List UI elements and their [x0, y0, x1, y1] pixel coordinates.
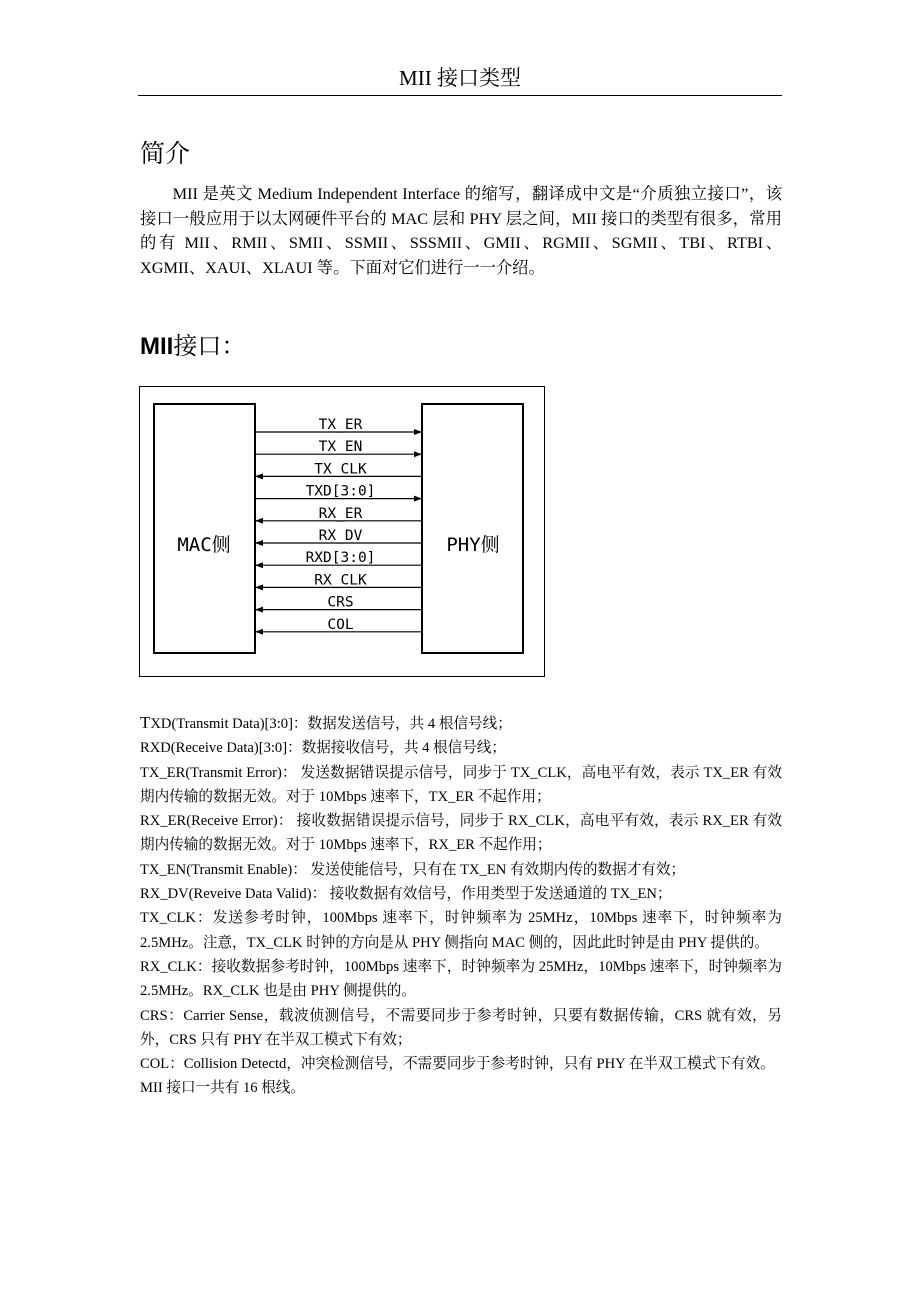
definition-txd-text: XD(Transmit Data)[3:0]：数据发送信号，共 4 根信号线； — [150, 716, 512, 732]
signal-label-rx-er: RX_ER — [318, 505, 363, 522]
signal-label-crs: CRS — [327, 594, 354, 611]
mii-section-heading — [140, 332, 245, 362]
signal-label-rx-dv: RX_DV — [318, 528, 363, 544]
definition-tx-clk: TX_CLK：发送参考时钟，100Mbps 速率下，时钟频率为 25MHz，10Mbps 速率下，时钟频率为 2.5MHz。注意，TX_CLK 时钟的方向是从 PHY 侧指向 MAC 侧的，因此此时钟是由 PHY 提供的。 — [140, 910, 782, 951]
definition-rxd: RXD(Receive Data)[3:0]：数据接收信号，共 4 根信号线； — [140, 740, 506, 757]
definition-rx-er: RX_ER(Receive Error)： 接收数据错误提示信号，同步于 RX_CLK，高电平有效，表示 RX_ER 有效期内传输的数据无效。对于 10Mbps 速率下，RX_ER 不起作用； — [140, 813, 782, 854]
signal-label-txd-3-0: TXD[3:0] — [305, 483, 376, 500]
diagram-canvas — [140, 387, 544, 676]
signal-label-rx-clk: RX_CLK — [314, 572, 367, 589]
definition-rx-dv: RX_DV(Reveive Data Valid)： 接收数据有效信号，作用类型于发送通道的 TX_EN； — [140, 886, 672, 903]
intro-paragraph: MII 是英文 Medium Independent Interface 的缩写，翻译成中文是“介质独立接口”，该接口一般应用于以太网硬件平台的 MAC 层和 PHY 层之间，MII 接口的类型有很多，常用的有 MII、RMII、SMII、SSMII、SSSMII、GMII、RGMII、SGMII、TBI、RTBI、XGMII、XAUI、XLAUI 等。下面对它们进行一一介绍。 — [140, 184, 782, 277]
definition-crs: CRS：Carrier Sense，载波侦测信号，不需要同步于参考时钟，只要有数据传输，CRS 就有效，另外，CRS 只有 PHY 在半双工模式下有效； — [140, 1007, 782, 1048]
page-header-title: MII 接口类型 — [399, 66, 521, 90]
definition-total: MII 接口一共有 16 根线。 — [140, 1080, 305, 1097]
signal-lines — [255, 417, 422, 633]
definition-tx-er: TX_ER(Transmit Error)： 发送数据错误提示信号，同步于 TX_CLK，高电平有效，表示 TX_ER 有效期内传输的数据无效。对于 10Mbps 速率下，TX_ER 不起作用； — [140, 764, 782, 805]
header-divider — [138, 95, 782, 96]
signal-label-tx-er: TX_ER — [318, 417, 363, 433]
mac-block — [154, 404, 255, 653]
mii-signal-diagram — [139, 386, 545, 677]
definition-col: COL：Collision Detectd，冲突检测信号，不需要同步于参考时钟，只有 PHY 在半双工模式下有效。 — [140, 1056, 775, 1073]
signal-label-col: COL — [327, 616, 354, 633]
definition-txd-initial: T — [140, 713, 151, 732]
signal-label-rxd-3-0: RXD[3:0] — [305, 550, 376, 567]
signal-definitions — [140, 711, 782, 1101]
definition-tx-en: TX_EN(Transmit Enable)： 发送使能信号，只有在 TX_EN 有效期内传的数据才有效； — [140, 861, 686, 878]
signal-label-tx-en: TX_EN — [318, 439, 363, 456]
phy-block — [422, 404, 523, 653]
signal-label-tx-clk: TX_CLK — [314, 461, 367, 478]
intro-heading: 简介 — [140, 141, 191, 168]
mac-block-label: MAC侧 — [177, 534, 231, 556]
phy-block-label: PHY侧 — [446, 534, 500, 556]
mii-heading-en: MII — [140, 333, 174, 360]
definition-rx-clk: RX_CLK：接收数据参考时钟，100Mbps 速率下，时钟频率为 25MHz，10Mbps 速率下，时钟频率为 2.5MHz。RX_CLK 也是由 PHY 侧提供的。 — [140, 958, 782, 1000]
mii-heading-zh: 接口： — [173, 334, 246, 360]
definition-txd — [140, 711, 782, 736]
